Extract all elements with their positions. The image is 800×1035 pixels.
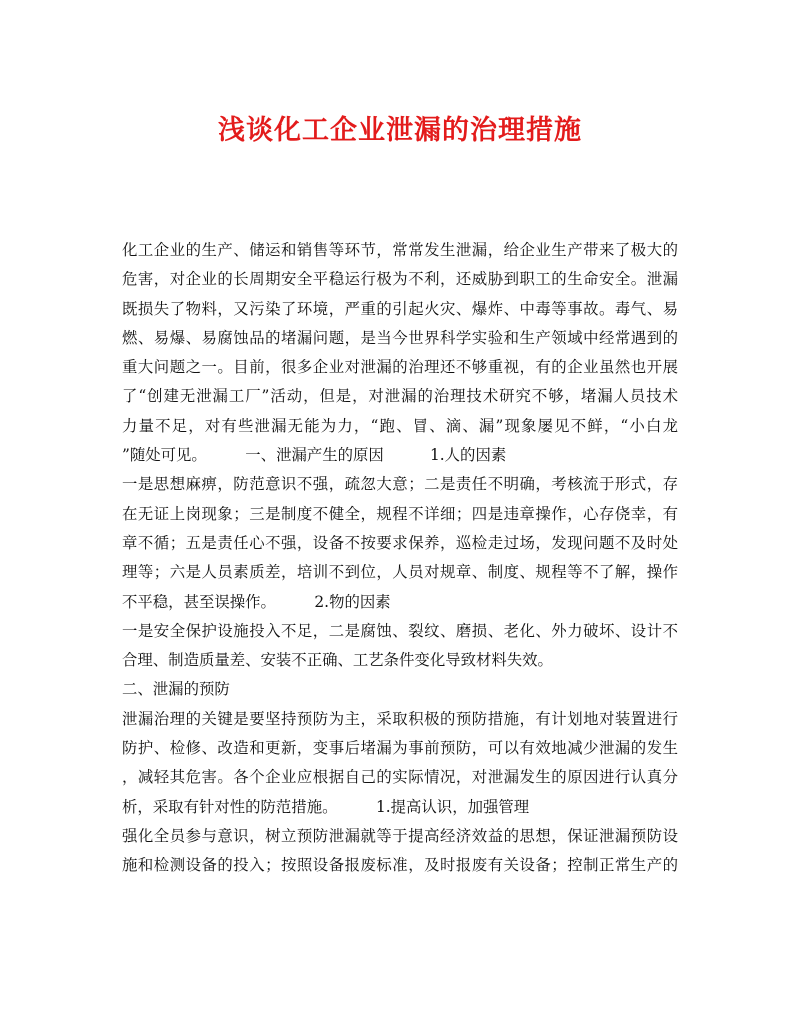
body-line: 既损失了物料，又污染了环境，严重的引起火灾、爆炸、中毒等事故。毒气、易	[122, 299, 678, 318]
body-line: 重大问题之一。目前，很多企业对泄漏的治理还不够重视，有的企业虽然也开展	[122, 358, 678, 377]
body-line: 一是思想麻痹，防范意识不强，疏忽大意；二是责任不明确，考核流于形式，存	[122, 475, 678, 494]
document-body	[122, 236, 678, 881]
body-line: 不平稳，甚至误操作。 2.物的因素	[122, 592, 391, 611]
document-title: 浅谈化工企业泄漏的治理措施	[218, 115, 582, 146]
body-line: ，减轻其危害。各个企业应根据自己的实际情况，对泄漏发生的原因进行认真分	[122, 768, 678, 787]
body-line: 危害，对企业的长周期安全平稳运行极为不利，还威胁到职工的生命安全。泄漏	[122, 270, 678, 289]
body-line: 防护、检修、改造和更新，变事后堵漏为事前预防，可以有效地减少泄漏的发生	[122, 739, 678, 758]
body-line: 理等；六是人员素质差，培训不到位，人员对规章、制度、规程等不了解，操作	[122, 563, 678, 582]
body-line: 章不循；五是责任心不强，设备不按要求保养，巡检走过场，发现问题不及时处	[122, 533, 678, 552]
body-line: 化工企业的生产、储运和销售等环节，常常发生泄漏，给企业生产带来了极大的	[122, 241, 678, 259]
body-line: 强化全员参与意识，树立预防泄漏就等于提高经济效益的思想，保证泄漏预防设	[122, 826, 678, 845]
body-line: 在无证上岗现象；三是制度不健全，规程不详细；四是违章操作，心存侥幸，有	[122, 504, 678, 523]
body-line: ”随处可见。 一、泄漏产生的原因 1.人的因素	[122, 446, 507, 465]
body-line: 析，采取有针对性的防范措施。 1.提高认识，加强管理	[122, 797, 530, 816]
body-line: 一是安全保护设施投入不足，二是腐蚀、裂纹、磨损、老化、外力破坏、设计不	[122, 621, 678, 640]
body-line: 合理、制造质量差、安装不正确、工艺条件变化导致材料失效。	[122, 651, 553, 670]
body-line: 施和检测设备的投入；按照设备报废标准，及时报废有关设备；控制正常生产的	[122, 856, 678, 875]
body-line: 燃、易爆、易腐蚀品的堵漏问题，是当今世界科学实验和生产领域中经常遇到的	[122, 328, 678, 347]
body-line: 泄漏治理的关键是要坚持预防为主，采取积极的预防措施，有计划地对装置进行	[122, 709, 678, 728]
body-line: 力量不足，对有些泄漏无能为力，“跑、冒、滴、漏”现象屡见不鲜，“小白龙	[122, 416, 678, 435]
body-line: 二、泄漏的预防	[122, 680, 230, 699]
body-line: 了“创建无泄漏工厂”活动，但是，对泄漏的治理技术研究不够，堵漏人员技术	[122, 387, 678, 406]
